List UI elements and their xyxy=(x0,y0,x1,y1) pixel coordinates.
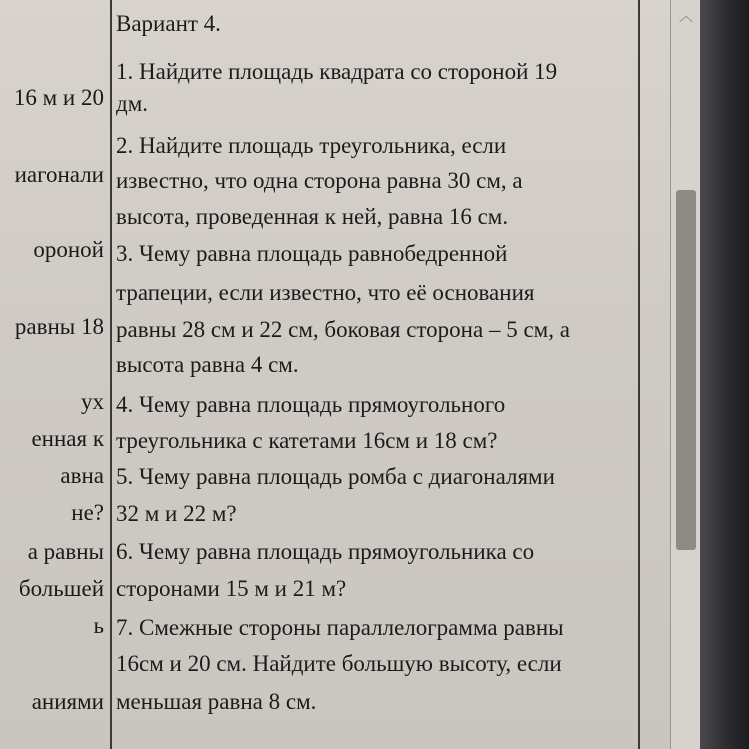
task-line: трапеции, если известно, что её основания xyxy=(116,280,535,305)
left-fragment: аниями xyxy=(31,689,104,714)
variant-title: Вариант 4. xyxy=(116,11,221,36)
left-fragment: ороной xyxy=(33,237,104,262)
table-divider-left xyxy=(110,0,112,749)
task-line: 5. Чему равна площадь ромба с диагоналями xyxy=(116,464,555,489)
left-fragment: авна xyxy=(60,463,104,488)
task-line: треугольника с катетами 16см и 18 см? xyxy=(116,428,498,453)
left-fragment: енная к xyxy=(31,426,104,451)
left-fragment: равны 18 xyxy=(14,314,104,339)
table-divider-right xyxy=(638,0,640,749)
left-fragment: ух xyxy=(81,389,104,414)
task-line: 6. Чему равна площадь прямоугольника со xyxy=(116,539,535,564)
task-line: 1. Найдите площадь квадрата со стороной 19 xyxy=(116,59,558,84)
chevron-up-icon[interactable]: ︿ xyxy=(679,9,693,25)
task-line: 7. Смежные стороны параллелограмма равны xyxy=(116,615,564,640)
task-line: 4. Чему равна площадь прямоугольного xyxy=(116,392,506,417)
task-line: 32 м и 22 м? xyxy=(116,501,237,526)
left-fragment: а равны xyxy=(27,539,104,564)
left-fragment: большей xyxy=(18,576,104,601)
task-line: 16см и 20 см. Найдите большую высоту, если xyxy=(116,651,562,676)
task-line: дм. xyxy=(116,91,149,116)
task-line: 2. Найдите площадь треугольника, если xyxy=(116,133,507,158)
scrollbar-thumb[interactable] xyxy=(676,190,696,550)
left-fragment: не? xyxy=(71,500,104,525)
left-fragment: ь xyxy=(93,613,104,638)
monitor-bezel xyxy=(700,0,749,749)
task-line: высота, проведенная к ней, равна 16 см. xyxy=(116,204,509,229)
left-fragment: 16 м и 20 xyxy=(13,85,104,110)
task-line: высота равна 4 см. xyxy=(116,352,299,377)
task-line: сторонами 15 м и 21 м? xyxy=(116,576,347,601)
left-fragment: иагонали xyxy=(14,162,104,187)
variant-4-column xyxy=(116,0,636,749)
task-line: известно, что одна сторона равна 30 см, а xyxy=(116,168,523,193)
task-line: меньшая равна 8 см. xyxy=(116,689,317,714)
task-line: 3. Чему равна площадь равнобедренной xyxy=(116,241,508,266)
left-column-cropped xyxy=(0,0,108,749)
task-line: равны 28 см и 22 см, боковая сторона – 5 см, а xyxy=(116,317,570,342)
